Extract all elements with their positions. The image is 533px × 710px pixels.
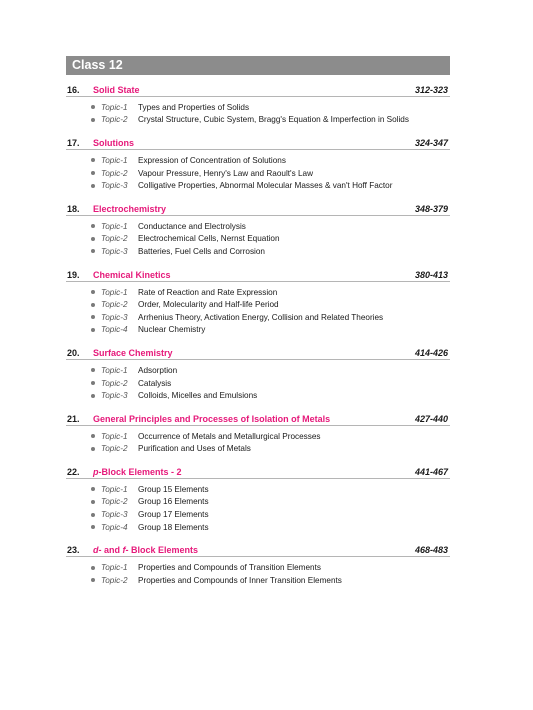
bullet-icon [91,513,95,517]
topic-item [66,483,450,496]
topic-text: Nuclear Chemistry [138,325,206,335]
topic-list [66,364,450,402]
chapter-title-part: - Block Elements [125,545,199,556]
topic-item [66,298,450,311]
chapter-page-range: 427-440 [414,413,448,424]
chapter-title [93,414,415,424]
chapter-section [66,344,450,402]
topic-label: Topic-1 [101,155,128,165]
bullet-icon [91,303,95,307]
bullet-icon [91,394,95,398]
topic-list [66,220,450,258]
topic-item [66,389,450,402]
topic-label: Topic-2 [101,444,128,454]
topic-item [66,561,450,574]
bullet-icon [91,105,95,109]
topic-text: Arrhenius Theory, Activation Energy, Collision and Related Theories [138,312,384,322]
topic-label: Topic-1 [101,484,128,494]
bullet-icon [91,500,95,504]
topic-label: Topic-1 [101,563,128,573]
topic-item [66,101,450,114]
topic-item [66,574,450,587]
chapter-title-part: Surface Chemistry [93,348,173,359]
topic-text: Crystal Structure, Cubic System, Bragg's Equation & Imperfection in Solids [138,115,409,125]
bullet-icon [91,315,95,319]
chapter-title [93,204,415,214]
topic-text: Rate of Reaction and Rate Expression [138,287,278,297]
topic-text: Types and Properties of Solids [138,102,250,112]
chapter-number: 18. [67,203,80,214]
topic-item [66,154,450,167]
chapter-section [66,200,450,258]
bullet-icon [91,381,95,385]
chapter-title [93,348,415,358]
topic-text: Conductance and Electrolysis [138,221,246,231]
chapter-page-range: 468-483 [414,545,448,556]
chapter-header [66,266,450,282]
chapter-section [66,463,450,533]
bullet-icon [91,237,95,241]
topic-label: Topic-1 [101,287,128,297]
chapter-title-part: Chemical Kinetics [93,269,171,280]
chapter-header [66,410,450,426]
bullet-icon [91,578,95,582]
chapter-page-range: 441-467 [414,467,448,478]
topic-item [66,233,450,246]
topic-label: Topic-3 [101,391,128,401]
topic-label: Topic-2 [101,575,128,585]
topic-item [66,114,450,127]
topic-label: Topic-1 [101,102,128,112]
bullet-icon [91,368,95,372]
topic-label: Topic-3 [101,246,128,256]
chapter-number: 23. [67,545,80,556]
chapter-page-range: 312-323 [414,85,448,95]
topic-label: Topic-4 [101,522,128,532]
topic-text: Colloids, Micelles and Emulsions [138,391,258,401]
chapter-number: 20. [67,348,80,359]
chapter-number: 19. [67,269,80,280]
chapter-title [93,138,415,148]
topic-item [66,430,450,443]
topic-text: Electrochemical Cells, Nernst Equation [138,234,280,244]
topic-text: Group 18 Elements [138,522,209,532]
bullet-icon [91,184,95,188]
bullet-icon [91,249,95,253]
topic-label: Topic-2 [101,115,128,125]
topic-text: Properties and Compounds of Inner Transition Elements [138,575,342,585]
topic-label: Topic-2 [101,300,128,310]
topic-item [66,167,450,180]
topic-list [66,286,450,336]
chapter-page-range: 414-426 [414,348,448,359]
chapter-header [66,344,450,360]
topic-item [66,286,450,299]
topic-text: Vapour Pressure, Henry's Law and Raoult's Law [138,168,313,178]
chapter-title-part: - and [98,545,123,556]
topic-item [66,496,450,509]
chapter-header [66,541,450,557]
chapter-number: 21. [67,413,80,424]
topic-list [66,101,450,126]
topic-list [66,430,450,455]
bullet-icon [91,434,95,438]
topic-text: Group 16 Elements [138,497,209,507]
chapter-page-range: 324-347 [414,138,448,149]
topic-item [66,245,450,258]
bullet-icon [91,566,95,570]
topic-label: Topic-4 [101,325,128,335]
topic-label: Topic-2 [101,497,128,507]
topic-list [66,483,450,533]
topic-text: Group 17 Elements [138,510,209,520]
chapter-list [66,81,450,587]
topic-text: Properties and Compounds of Transition Elements [138,563,321,573]
topic-item [66,508,450,521]
topic-text: Order, Molecularity and Half-life Period [138,300,279,310]
topic-label: Topic-3 [101,312,128,322]
topic-item [66,311,450,324]
chapter-page-range: 380-413 [414,269,448,280]
bullet-icon [91,118,95,122]
topic-item [66,220,450,233]
topic-label: Topic-2 [101,234,128,244]
chapter-section [66,541,450,586]
chapter-title [93,85,415,95]
chapter-title-part: -Block Elements - 2 [98,467,182,478]
chapter-title [93,467,415,477]
topic-text: Group 15 Elements [138,484,209,494]
chapter-title [93,270,415,280]
chapter-section [66,134,450,192]
chapter-header [66,134,450,150]
chapter-header [66,200,450,216]
bullet-icon [91,290,95,294]
topic-label: Topic-2 [101,168,128,178]
topic-item [66,179,450,192]
topic-label: Topic-1 [101,221,128,231]
topic-list [66,561,450,586]
topic-label: Topic-1 [101,365,128,375]
topic-item [66,443,450,456]
topic-text: Adsorption [138,365,178,375]
chapter-section [66,410,450,455]
topic-item [66,324,450,337]
chapter-section [66,81,450,126]
chapter-page-range: 348-379 [414,203,448,214]
chapter-title-part: Solid State [93,85,140,95]
class-heading: Class 12 [66,56,450,75]
topic-item [66,364,450,377]
topic-label: Topic-2 [101,378,128,388]
bullet-icon [91,447,95,451]
chapter-title-part: d [93,545,99,556]
chapter-number: 22. [67,467,80,478]
chapter-title-part: f [122,545,126,556]
topic-label: Topic-3 [101,510,128,520]
bullet-icon [91,525,95,529]
chapter-title-part: p [93,467,99,478]
chapter-header [66,463,450,479]
bullet-icon [91,171,95,175]
topic-item [66,521,450,534]
bullet-icon [91,158,95,162]
topic-text: Batteries, Fuel Cells and Corrosion [138,246,265,256]
chapter-title-part: General Principles and Processes of Isolation of Metals [93,413,331,424]
contents-page [66,56,450,587]
bullet-icon [91,487,95,491]
topic-text: Occurrence of Metals and Metallurgical Processes [138,431,321,441]
topic-text: Purification and Uses of Metals [138,444,251,454]
bullet-icon [91,328,95,332]
chapter-title [93,545,415,555]
topic-label: Topic-1 [101,431,128,441]
chapter-header [66,81,450,97]
chapter-section [66,266,450,336]
topic-item [66,377,450,390]
chapter-title-part: Solutions [93,138,134,149]
topic-text: Colligative Properties, Abnormal Molecular Masses & van't Hoff Factor [138,181,393,191]
topic-text: Expression of Concentration of Solutions [138,155,286,165]
topic-label: Topic-3 [101,181,128,191]
topic-list [66,154,450,192]
bullet-icon [91,224,95,228]
chapter-number: 16. [67,85,80,95]
chapter-number: 17. [67,138,80,149]
chapter-title-part: Electrochemistry [93,203,167,214]
topic-text: Catalysis [138,378,172,388]
